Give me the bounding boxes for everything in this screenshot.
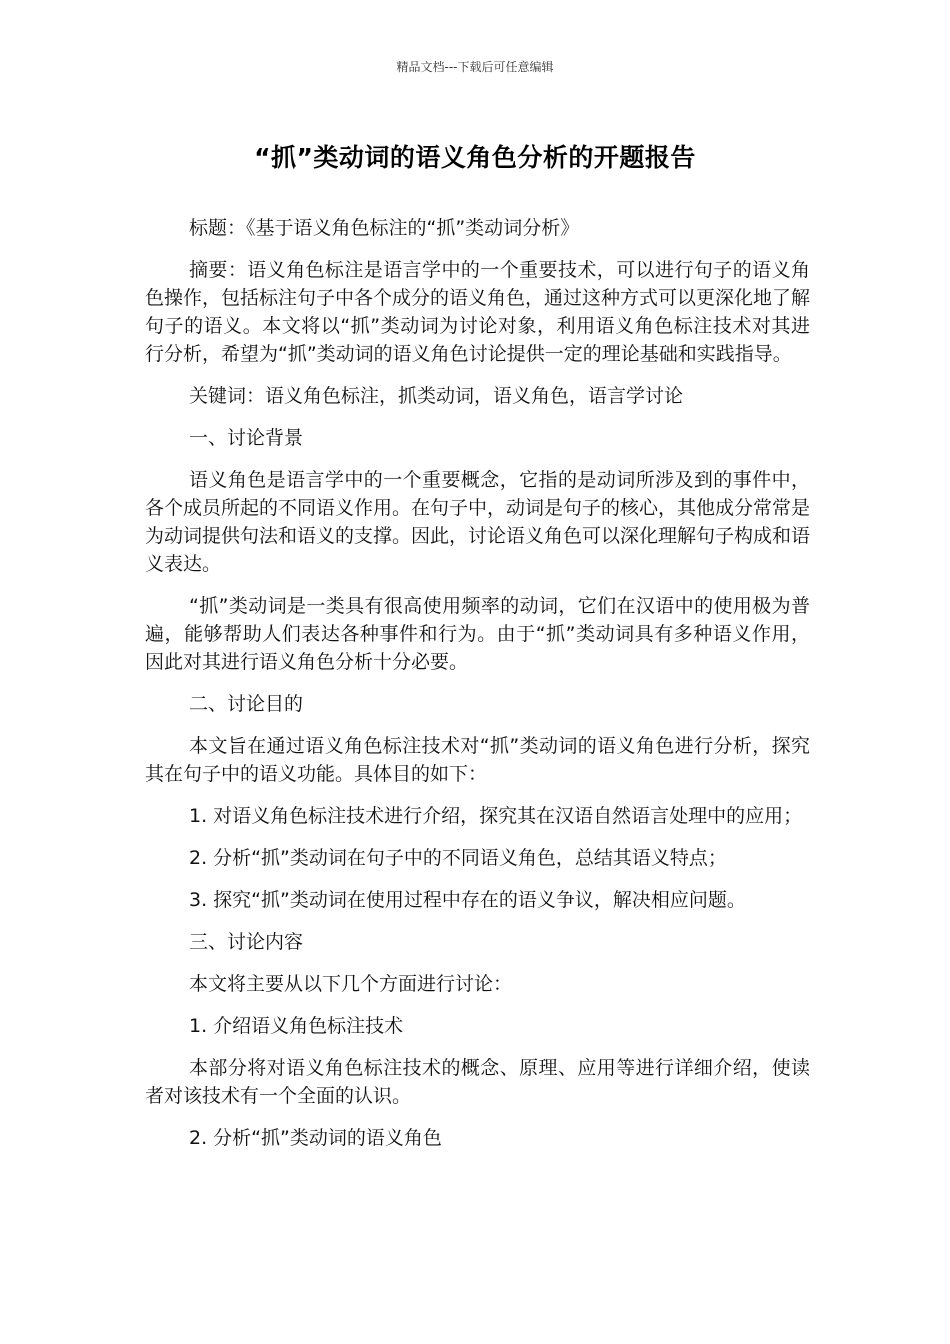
content-item-2-heading: 2. 分析“抓”类动词的语义角色 [189,1127,442,1149]
abstract-paragraph: 摘要：语义角色标注是语言学中的一个重要技术，可以进行句子的语义角色操作，包括标注句子中各个成分的语义角色，通过这种方式可以更深化地了解句子的语义。本文将以“抓”类动词为讨论对象，利用语义角色标注技术对其进行分析，希望为“抓”类动词的语义角色讨论提供一定的理论基础和实践指导。 [145,259,811,365]
content-intro: 本文将主要从以下几个方面进行讨论： [189,973,513,995]
keywords-line: 关键词：语义角色标注，抓类动词，语义角色，语言学讨论 [189,385,684,407]
subject-line: 标题：《基于语义角色标注的“抓”类动词分析》 [189,217,580,239]
purpose-item-1: 1. 对语义角色标注技术进行介绍，探究其在汉语自然语言处理中的应用； [189,805,803,827]
section-heading-background: 一、讨论背景 [189,427,304,449]
document-title: “抓”类动词的语义角色分析的开题报告 [254,143,696,172]
section-heading-content: 三、讨论内容 [189,931,304,953]
document-body [145,214,810,1166]
section-heading-purpose: 二、讨论目的 [189,693,304,715]
purpose-item-3: 3. 探究“抓”类动词在使用过程中存在的语义争议，解决相应问题。 [189,889,746,911]
purpose-paragraph: 本文旨在通过语义角色标注技术对“抓”类动词的语义角色进行分析，探究其在句子中的语义功能。具体目的如下： [145,735,810,785]
content-item-1-heading: 1. 介绍语义角色标注技术 [189,1015,404,1037]
purpose-item-2: 2. 分析“抓”类动词在句子中的不同语义角色，总结其语义特点； [189,847,727,869]
background-paragraph-2: “抓”类动词是一类具有很高使用频率的动词，它们在汉语中的使用极为普遍，能够帮助人们表达各种事件和行为。由于“抓”类动词具有多种语义作用，因此对其进行语义角色分析十分必要。 [145,595,810,673]
background-paragraph-1: 语义角色是语言学中的一个重要概念，它指的是动词所涉及到的事件中，各个成员所起的不同语义作用。在句子中，动词是句子的核心，其他成分常常是为动词提供句法和语义的支撑。因此，讨论语义角色可以深化理解句子构成和语义表达。 [145,469,811,575]
content-item-1-paragraph: 本部分将对语义角色标注技术的概念、原理、应用等进行详细介绍，使读者对该技术有一个全面的认识。 [145,1057,810,1107]
page-header: 精品文档---下载后可任意编辑 [396,60,554,74]
